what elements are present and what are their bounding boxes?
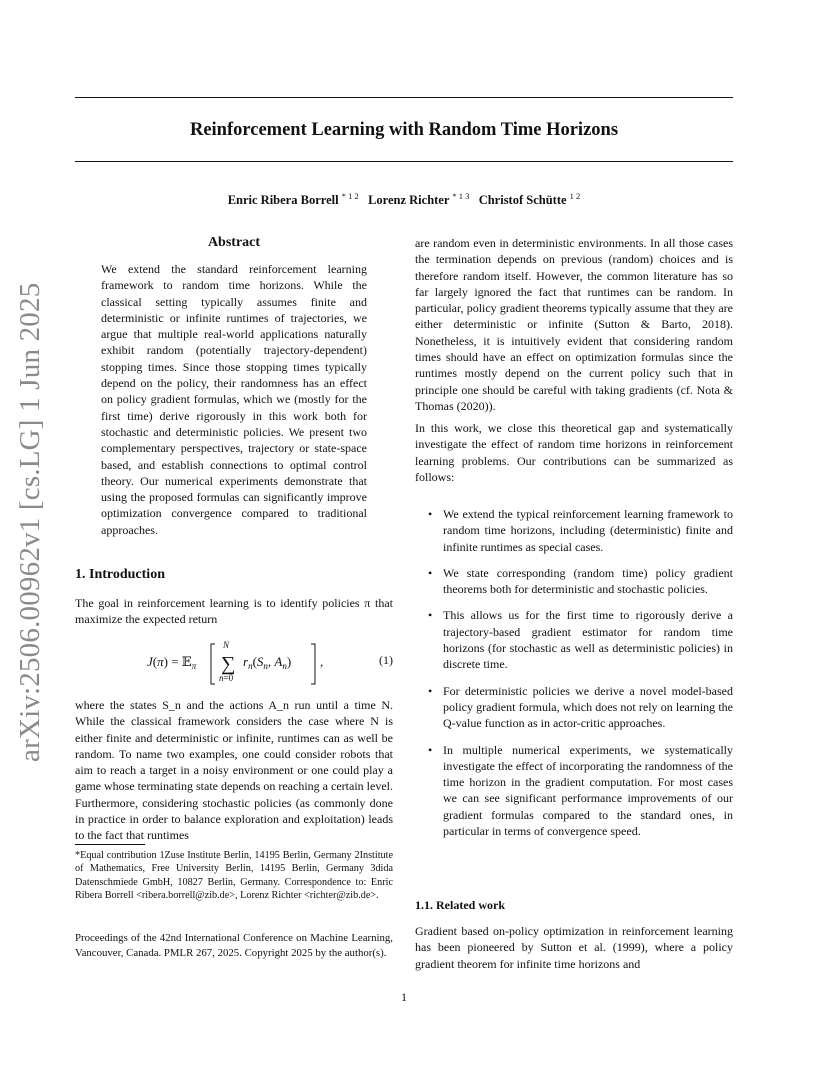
title-rule-top [75, 97, 733, 98]
arxiv-identifier: arXiv:2506.00962v1 [cs.LG] 1 Jun 2025 [14, 282, 46, 762]
list-item: • In multiple numerical experiments, we systematically investigate the effect of incorporating the randomness of the time horizon in the gradient computation. For most cases we can see significant performance improvements of our gradient formulas compared to the standard ones, in particular in terms of convergence speed. [428, 742, 733, 839]
list-item: • This allows us for the first time to rigorously derive a trajectory-based gradient estimator for random time horizons (for stochastic as well as deterministic policies) in discrete time. [428, 608, 733, 672]
svg-text:,: , [320, 654, 324, 669]
intro-paragraph-2: where the states S_n and the actions A_n run until a time N. While the classical framework considers the case where N is either finite and deterministic or infinite, runtimes can as well be random. To name two examples, one could consider robots that aim to reach a target in a noisy environment or one could play a game whose terminating state depends on reaching a certain level. Furthermore, considering stochastic policies (as commonly done in practice in order to balance exploration and exploitation) leads to the fact that runtimes [75, 698, 393, 843]
list-item: • We state corresponding (random time) policy gradient theorems both for deterministic and stochastic policies. [428, 565, 733, 597]
footnote-rule [75, 844, 145, 845]
author-marks: 1 2 [569, 191, 581, 201]
subsection-heading-related-work: 1.1. Related work [415, 898, 505, 912]
proceedings-note: Proceedings of the 42nd International Conference on Machine Learning, Vancouver, Canada. PMLR 267, 2025. Copyright 2025 by the author(s). [75, 932, 393, 959]
related-work-text: Gradient based on-policy optimization in reinforcement learning has been pioneered by Sutton et al. (1999), where a policy gradient theorem for infinite time horizons and [415, 924, 733, 971]
author-marks: * 1 2 [341, 191, 359, 201]
author-marks: * 1 3 [452, 191, 470, 201]
page-number: 1 [401, 990, 407, 1004]
right-paragraph-1: are random even in deterministic environments. In all those cases the termination depends on previous (random) choices and is therefore random itself. However, the common literature has so far largely ignored the fact that runtimes can be random. In particular, policy gradient theorems typically assume that they are either deterministic or infinite (Sutton & Barto, 2018). Nonetheless, it is intuitively evident that considering random times should have an effect on optimization formulas since the runtimes mostly depend on the current policy such that in principle one should be careful with taking gradients (cf. Nota & Thomas (2020)). [415, 236, 733, 413]
author-name: Enric Ribera Borrell [227, 193, 339, 208]
list-item: • We extend the typical reinforcement learning framework to random time horizons, including (deterministic) finite and infinite runtimes as special cases. [428, 507, 733, 554]
svg-text:n=0: n=0 [219, 673, 234, 683]
svg-text:J(π) = 𝔼π: J(π) = 𝔼$_\pi$ [147, 654, 197, 671]
svg-text:∑: ∑ [221, 653, 236, 675]
intro-paragraph-1: The goal in reinforcement learning is to identify policies π that maximize the expected return [75, 596, 393, 627]
svg-text:rn(Sn, An): $r_n(S_n$, $A_n$) [243, 654, 292, 671]
author-list [75, 191, 733, 208]
title-rule-bottom [75, 161, 733, 162]
list-item: • For deterministic policies we derive a novel model-based policy gradient formula, which does not rely on learning the Q-value function as in actor-critic approaches. [428, 683, 733, 731]
contributions-list [428, 506, 733, 849]
equation-number: (1) [379, 653, 393, 667]
author-name: Lorenz Richter [368, 193, 450, 208]
right-paragraph-2: In this work, we close this theoretical gap and systematically investigate the effect of random time horizons in reinforcement learning problems. Our contributions can be summarized as follows: [415, 421, 733, 484]
abstract-heading: Abstract [207, 235, 261, 250]
author-name: Christof Schütte [478, 193, 567, 208]
abstract-text: We extend the standard reinforcement learning framework to random time horizons. While the classical setting typically assumes finite and deterministic or infinite runtimes of trajectories, we argue that multiple real-world applications naturally exhibit random (potentially trajectory-dependent) stopping times. Since those stopping times typically depend on the policy, their randomness has an effect on policy gradient formulas, which we (mostly for the first time) derive rigorously in this work both for stochastic and deterministic policies. We present two complementary perspectives, trajectory or state-space based, and establish connections to optimal control theory. Our numerical experiments demonstrate that using the proposed formulas can significantly improve optimization convergence compared to traditional approaches. [101, 262, 367, 537]
section-heading-introduction: 1. Introduction [75, 567, 165, 582]
footnote: *Equal contribution 1Zuse Institute Berlin, 14195 Berlin, Germany 2Institute of Mathematics, Free University Berlin, 14195 Berlin, Germany 3dida Datenschmiede GmbH, 10827 Berlin, Germany. Correspondence to: Enric Ribera Borrell <ribera.borrell@zib.de>, Lorenz Richter <richter@zib.de>. [75, 850, 393, 902]
paper-title: Reinforcement Learning with Random Time Horizons [189, 120, 619, 140]
equation-graphic [75, 636, 393, 692]
equation-expected-return [75, 636, 393, 692]
svg-text:N: N [223, 640, 230, 650]
